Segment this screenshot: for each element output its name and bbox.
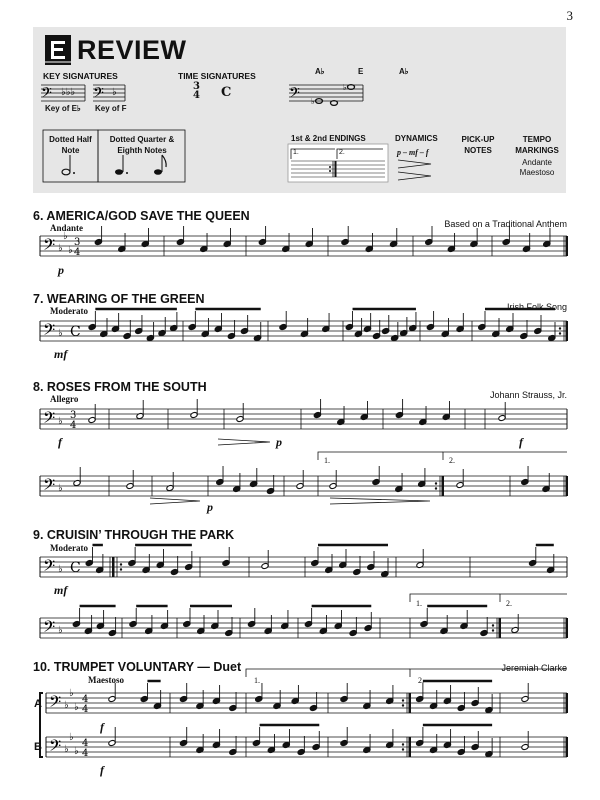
- repeat-dot: [402, 748, 404, 750]
- flat-sign: ♭: [64, 700, 69, 711]
- repeat-dot: [559, 332, 561, 334]
- piece-7-attribution: Irish Folk Song: [506, 302, 567, 312]
- crescendo-hairpin: [150, 498, 200, 504]
- final-barline-thick: [566, 618, 569, 638]
- repeat-start-thick: [112, 557, 115, 577]
- system-bracket: [40, 693, 43, 757]
- svg-text:♭: ♭: [311, 97, 315, 106]
- time-sig-common: C: [221, 85, 232, 100]
- ending-2-bracket: [410, 669, 567, 677]
- page-number: 3: [566, 8, 573, 23]
- piece-10-tempo: Maestoso: [88, 675, 124, 685]
- flat-sign: ♭: [58, 328, 63, 339]
- time-sig-top: 4: [82, 738, 89, 749]
- repeat-dot: [559, 327, 561, 329]
- piece-10-ending-1: 1.: [254, 676, 260, 685]
- ending-1-bracket: [246, 669, 410, 677]
- final-barline-thick: [566, 321, 569, 341]
- repeat-dot: [120, 563, 122, 565]
- dynamics-label: DYNAMICS: [395, 134, 438, 143]
- final-barline-thick: [566, 236, 569, 256]
- repeat-dot: [402, 704, 404, 706]
- bass-clef-icon: 𝄢: [43, 236, 56, 258]
- part-b-label: B: [34, 741, 42, 753]
- ending-2-bracket: [500, 594, 567, 602]
- dynamics-value: p – mf – f: [397, 148, 429, 157]
- piece-8-title: 8. ROSES FROM THE SOUTH: [33, 380, 207, 394]
- ending-2-bracket: [443, 452, 567, 460]
- note-label-ab: A♭: [315, 67, 325, 76]
- time-sig-3-4: 3 4: [193, 81, 200, 101]
- repeat-dot: [435, 487, 437, 489]
- ending-1-bracket: [410, 594, 500, 602]
- final-barline-thick: [566, 693, 569, 713]
- svg-text:♭♭♭: ♭♭♭: [61, 87, 76, 98]
- time-sig-top: 3: [70, 410, 77, 421]
- piece-8-ending-1: 1.: [324, 456, 330, 465]
- flat-sign: ♭: [68, 245, 73, 256]
- time-sig-top: 4: [82, 694, 89, 705]
- time-signatures-label: TIME SIGNATURES: [178, 71, 256, 81]
- final-barline-thick: [409, 693, 412, 713]
- bass-clef-icon: 𝄢: [49, 737, 62, 759]
- bass-clef-icon: 𝄢: [43, 476, 56, 498]
- time-sig-top: 3: [74, 237, 81, 248]
- piece-10-ending-2: 2.: [418, 676, 424, 685]
- tempo-andante: Andante: [522, 158, 552, 167]
- ending-2-label: 2.: [339, 149, 345, 156]
- piece-9-dynamic: mf: [54, 583, 68, 597]
- piece-7-title: 7. WEARING OF THE GREEN: [33, 292, 205, 306]
- time-sig-bottom: 4: [74, 247, 81, 258]
- note-label-e: E: [358, 67, 364, 76]
- svg-text:♭: ♭: [343, 83, 347, 92]
- key-of-eb: Key of E♭: [45, 104, 81, 113]
- piece-10-dynamic-a: f: [100, 720, 104, 734]
- ending-1-bracket: [318, 452, 443, 460]
- flat-sign: ♭: [64, 744, 69, 755]
- final-barline-thick: [566, 737, 569, 757]
- repeat-dot: [435, 482, 437, 484]
- bass-clef-icon: 𝄢: [43, 321, 56, 343]
- piece-8-ending-2: 2.: [449, 456, 455, 465]
- piece-10-title: 10. TRUMPET VOLUNTARY — Duet: [33, 660, 242, 674]
- flat-sign: ♭: [69, 688, 74, 699]
- flat-sign: ♭: [74, 702, 79, 713]
- ending-1-label: 1.: [293, 149, 299, 156]
- piece-10-attribution: Jeremiah Clarke: [501, 663, 567, 673]
- flat-sign: ♭: [58, 564, 63, 575]
- svg-text:♭: ♭: [112, 87, 117, 98]
- pickup-notes-label: PICK-UP NOTES: [461, 135, 495, 155]
- repeat-dot: [492, 629, 494, 631]
- piece-9-ending-2: 2.: [506, 599, 512, 608]
- piece-6-tempo: Andante: [50, 223, 84, 233]
- piece-8-attribution: Johann Strauss, Jr.: [489, 390, 567, 400]
- piece-8-tempo: Allegro: [50, 394, 79, 404]
- piece-8-dynamic-2: p: [276, 435, 282, 449]
- piece-9-ending-1: 1.: [416, 599, 422, 608]
- repeat-dot: [402, 743, 404, 745]
- note-label-ab-2: A♭: [399, 67, 409, 76]
- piece-6-title: 6. AMERICA/GOD SAVE THE QUEEN: [33, 209, 250, 223]
- bass-clef-icon: 𝄢: [49, 693, 62, 715]
- flat-sign: ♭: [63, 231, 68, 242]
- endings-label: 1st & 2nd ENDINGS: [291, 134, 366, 143]
- piece-6-dynamic: p: [58, 263, 64, 277]
- piece-7-dynamic: mf: [54, 347, 68, 361]
- piece-7-tempo: Moderato: [50, 306, 88, 316]
- tempo-markings-label: TEMPO MARKINGS: [515, 135, 559, 155]
- flat-sign: ♭: [58, 243, 63, 254]
- repeat-dot: [120, 568, 122, 570]
- piece-9-title: 9. CRUISIN’ THROUGH THE PARK: [33, 528, 235, 542]
- bass-clef-icon: 𝄢: [43, 557, 56, 579]
- repeat-dot: [402, 699, 404, 701]
- flat-sign: ♭: [74, 746, 79, 757]
- dotted-quarter-label: Dotted Quarter & Eighth Notes: [109, 135, 175, 155]
- tempo-maestoso: Maestoso: [519, 168, 555, 177]
- bass-clef-icon: 𝄢: [43, 618, 56, 640]
- review-title: REVIEW: [77, 35, 187, 65]
- dotted-half-label: Dotted Half Note: [49, 135, 92, 155]
- repeat-dot: [492, 624, 494, 626]
- time-sig-bottom: 4: [82, 748, 89, 759]
- key-signatures-label: KEY SIGNATURES: [43, 71, 118, 81]
- svg-text:𝄢: 𝄢: [41, 85, 52, 105]
- flat-sign: ♭: [58, 483, 63, 494]
- svg-text:𝄢: 𝄢: [289, 85, 300, 105]
- final-barline-thick: [409, 737, 412, 757]
- flat-sign: ♭: [69, 732, 74, 743]
- piece-9-tempo: Moderato: [50, 543, 88, 553]
- time-sig-bottom: 4: [70, 420, 77, 431]
- piece-8-dynamic-1: f: [58, 435, 62, 449]
- crescendo-hairpin-2: [330, 498, 430, 504]
- svg-text:𝄢: 𝄢: [93, 85, 104, 105]
- piece-8-dynamic-3: f: [519, 435, 523, 449]
- diminuendo-hairpin: [218, 439, 270, 445]
- part-a-label: A: [34, 698, 42, 710]
- final-barline-thick: [442, 476, 445, 496]
- bass-clef-icon: 𝄢: [43, 409, 56, 431]
- flat-sign: ♭: [58, 625, 63, 636]
- time-sig-bottom: 4: [82, 704, 89, 715]
- piece-10-dynamic-b: f: [100, 763, 104, 777]
- final-barline-thick: [566, 476, 569, 496]
- common-time-icon: C: [70, 560, 81, 576]
- flat-sign: ♭: [58, 416, 63, 427]
- final-barline-thick: [499, 618, 502, 638]
- piece-6-attribution: Based on a Traditional Anthem: [444, 219, 567, 229]
- common-time-icon: C: [70, 324, 81, 340]
- key-of-f: Key of F: [95, 104, 127, 113]
- piece-8-dynamic-4: p: [207, 500, 213, 514]
